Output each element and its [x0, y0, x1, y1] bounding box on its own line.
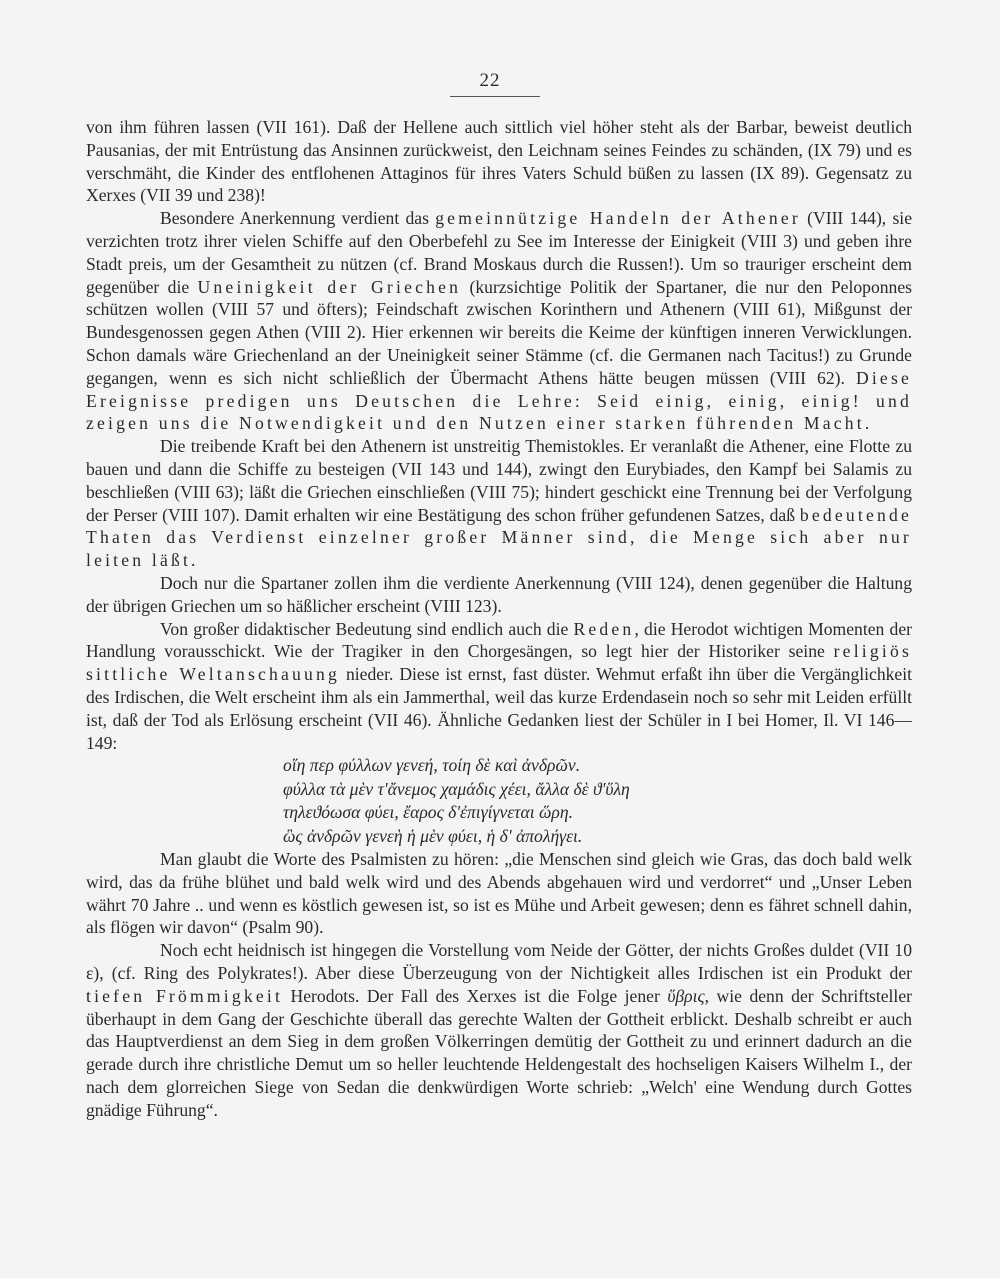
- emphasized-text: religiös sittliche Weltanschauung: [86, 641, 912, 685]
- paragraphs-after-verse: [86, 848, 912, 1122]
- text-run: Doch nur die Spartaner zollen ihm die verdiente Anerkennung (VIII 124), denen gegenüber die Haltung der übrigen Griechen um so häßlicher erscheint (VIII 123).: [86, 572, 912, 616]
- text-run: (VIII 144), sie verzichten trotz ihrer vielen Schiffe auf den Oberbefehl zu See im Interesse der Einigkeit (VIII 3) und geben ihre Stadt preis, um der Gesamtheit zu nützen (cf. Brand Moskaus durch die Russen!). Um so trauriger erscheint dem gegenüber die: [86, 208, 912, 297]
- emphasized-text: Reden: [573, 618, 635, 639]
- text-run: (kurzsichtige Politik der Spartaner, die nur den Peloponnes schützen wollen (VIII 57 und öfters); Feindschaft zwischen Korinthern und Athenern (VIII 61), Mißgunst der Bundesgenossen gegen Athen (VIII 2). Hier erkennen wir bereits die Keime der künftigen inneren Verwicklungen. Schon damals wäre Griechenland an der Uneinigkeit seiner Stämme (cf. die Germanen nach Tacitus!) zu Grunde gegangen, wenn es sich nicht schließlich der Übermacht Athens hätte beugen müssen (VIII 62).: [86, 276, 912, 388]
- body-text: [86, 116, 912, 1122]
- emphasized-text: gemeinnützige Handeln der Athener: [435, 208, 801, 229]
- paragraph-p6: [86, 848, 912, 939]
- text-run: Noch echt heidnisch ist hingegen die Vorstellung vom Neide der Götter, der nichts Großes duldet (VII 10 ε), (cf. Ring des Polykrates!). Aber diese Überzeugung von der Nichtigkeit alles Irdischen ist ein Produkt der: [86, 940, 912, 983]
- greek-verse-quotation: [283, 754, 912, 848]
- paragraph-p4: [86, 572, 912, 618]
- text-run: von ihm führen lassen (VII 161). Daß der Hellene auch sittlich viel höher steht als der Barbar, beweist deutlich Pausanias, der mit Entrüstung das Ansinnen zurückweist, den Leichnam seines Feindes zu schänden, (IX 79) und es verschmäht, die Kinder des entflohenen Attaginos für ihres Vaters Schuld büßen zu lassen (IX 89). Gegensatz zu Xerxes (VII 39 und 238)!: [86, 117, 912, 206]
- emphasized-text: Uneinigkeit der Griechen: [197, 276, 462, 297]
- paragraph-p5: [86, 618, 912, 755]
- verse-line: φύλλα τὰ μὲν τ'ἄνεμος χαμάδις χέει, ἄλλα δὲ ϑ'ὕλη: [283, 778, 630, 799]
- text-run: Besondere Anerkennung verdient das: [160, 208, 436, 229]
- text-run: ὕβρις: [667, 985, 705, 1006]
- verse-line: οἵη περ φύλλων γενεή, τοίη δὲ καὶ ἀνδρῶν.: [283, 755, 581, 776]
- emphasized-text: tiefen Frömmigkeit: [86, 985, 284, 1006]
- text-run: , wie denn der Schriftsteller überhaupt in dem Gang der Geschichte überall das gerechte Walten der Gottheit erblickt. Deshalb schreibt er auch das Hauptverdienst an dem Sieg in dem großen Völkerringen demütig der Gottheit zu und erinnert dadurch an die gerade durch ihre christliche Demut um so heller leuchtende Heldengestalt des hochseligen Kaisers Wilhelm I., der nach dem glorreichen Siege von Sedan die denkwürdigen Worte schrieb: „Welch' eine Wendung durch Gottes gnädige Führung“.: [86, 985, 912, 1120]
- verse-line: τηλεϑόωσα φύει, ἔαρος δ'ἐπιγίγνεται ὥρη.: [283, 802, 573, 823]
- paragraph-p2: [86, 207, 912, 435]
- page-number: 22: [479, 70, 501, 91]
- verse-line: ὣς ἀνδρῶν γενεὴ ἡ μὲν φύει, ἡ δ' ἀπολήγει.: [283, 825, 583, 846]
- text-run: , die Herodot wichtigen Momenten der Handlung vorausschickt. Wie der Tragiker in den Chorgesängen, so legt hier der Historiker seine: [86, 618, 912, 662]
- text-run: Von großer didaktischer Bedeutung sind endlich auch die: [160, 618, 574, 639]
- emphasized-text: Diese Ereignisse predigen uns Deutschen die Lehre: Seid einig, einig, einig! und zeigen uns die Notwendigkeit und den Nutzen einer starken führenden Macht.: [86, 367, 912, 434]
- text-run: Herodots. Der Fall des Xerxes ist die Folge jener: [283, 985, 668, 1006]
- text-run: Die treibende Kraft bei den Athenern ist unstreitig Themistokles. Er veranlaßt die Athener, eine Flotte zu bauen und dann die Schiffe zu besteigen (VII 143 und 144), zwingt den Eurybiades, den Kampf bei Salamis zu beschließen (VIII 63); läßt die Griechen einschließen (VIII 75); hindert geschickt eine Trennung bei der Verfolgung der Perser (VIII 107). Damit erhalten wir eine Bestätigung des schon früher gefundenen Satzes, daß: [86, 436, 912, 525]
- paragraph-p1: [86, 116, 912, 207]
- paragraphs-before-verse: [86, 116, 912, 754]
- text-run: Man glaubt die Worte des Psalmisten zu hören: „die Menschen sind gleich wie Gras, das doch bald welk wird, das da frühe blühet und bald welk wird und des Abends abgehauen wird und verdorret“ und „Unser Leben währt 70 Jahre .. und wenn es köstlich gewesen ist, so ist es Mühe und Arbeit gewesen; denn es fähret schnell dahin, als flögen wir davon“ (Psalm 90).: [86, 848, 912, 938]
- paragraph-p7: [86, 939, 912, 1121]
- paragraph-p3: [86, 435, 912, 572]
- page-number-rule: [450, 96, 540, 97]
- emphasized-text: bedeutende Thaten das Verdienst einzelner großer Männer sind, die Menge sich aber nur leiten läßt.: [86, 504, 912, 571]
- text-run: nieder. Diese ist ernst, fast düster. Wehmut erfaßt ihn über die Vergänglichkeit des Irdischen, die Welt erscheint ihm als ein Jammerthal, weil das kurze Erdendasein noch so sehr mit Leiden erfüllt ist, daß der Tod als Erlösung erscheint (VII 46). Ähnliche Gedanken liest der Schüler in I bei Homer, Il. VI 146—149:: [86, 664, 913, 753]
